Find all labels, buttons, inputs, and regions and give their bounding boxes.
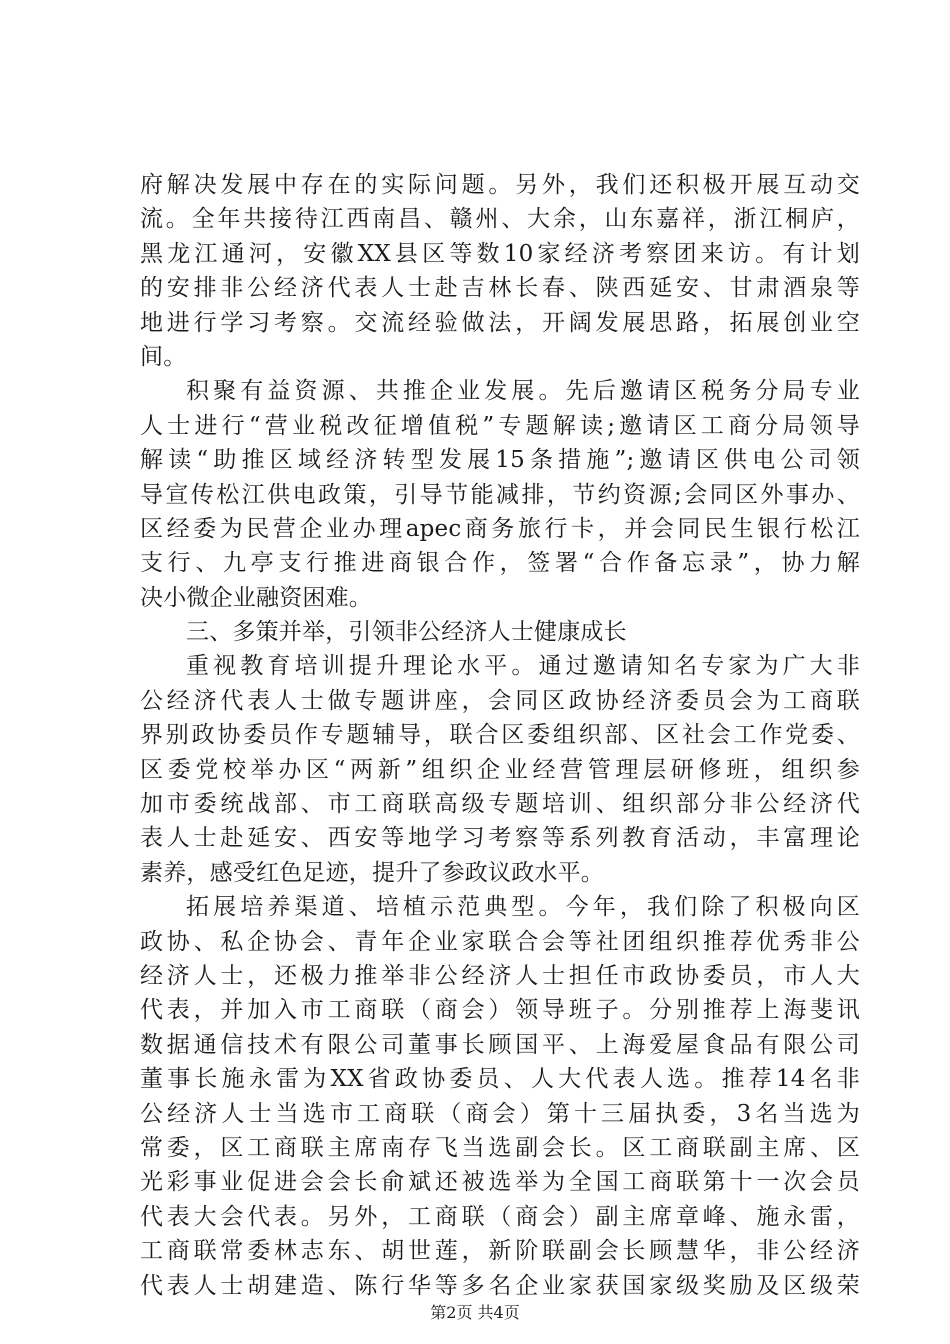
text-line: 公经济代表人士做专题讲座，会同区政协经济委员会为工商联 <box>140 687 860 714</box>
paragraph-1 <box>140 168 860 374</box>
text-line: 府解决发展中存在的实际问题。另外，我们还积极开展互动交 <box>140 172 860 198</box>
text-line: 导宣传松江供电政策，引导节能减排，节约资源;会同区外事办、 <box>140 481 860 508</box>
text-line: 区经委为民营企业办理apec商务旅行卡，并会同民生银行松江 <box>140 515 860 542</box>
text-line: 区委党校举办区“两新”组织企业经营管理层研修班，组织参 <box>140 756 860 783</box>
text-line: 的安排非公经济代表人士赴吉林长春、陕西延安、甘肃酒泉等 <box>140 275 860 302</box>
paragraph-4 <box>140 649 860 890</box>
section-heading: 三、多策并举，引领非公经济人士健康成长 <box>186 619 627 646</box>
text-line: 重视教育培训提升理论水平。通过邀请知名专家为广大非 <box>186 653 860 680</box>
text-line: 公经济人士当选市工商联（商会）第十三届执委，3名当选为 <box>140 1100 860 1127</box>
text-line: 代表人士胡建造、陈行华等多名企业家获国家级奖励及区级荣 <box>140 1272 860 1299</box>
paragraph-2 <box>140 374 860 615</box>
text-line: 人士进行“营业税改征增值税”专题解读;邀请区工商分局领导 <box>140 412 860 439</box>
section-heading-3 <box>140 615 860 649</box>
text-line: 代表大会代表。另外，工商联（商会）副主席章峰、施永雷， <box>140 1203 860 1230</box>
document-body <box>140 168 860 1303</box>
text-line: 素养，感受红色足迹，提升了参政议政水平。 <box>140 859 604 886</box>
page-footer <box>0 1303 950 1323</box>
text-line: 董事长施永雷为XX省政协委员、人大代表人选。推荐14名非 <box>140 1066 860 1093</box>
text-line: 经济人士，还极力推举非公经济人士担任市政协委员，市人大 <box>140 962 860 989</box>
text-line: 常委，区工商联主席南存飞当选副会长。区工商联副主席、区 <box>140 1134 860 1161</box>
text-line: 表人士赴延安、西安等地学习考察等系列教育活动，丰富理论 <box>140 825 860 852</box>
text-line: 积聚有益资源、共推企业发展。先后邀请区税务分局专业 <box>186 378 860 405</box>
text-line: 代表，并加入市工商联（商会）领导班子。分别推荐上海斐讯 <box>140 997 860 1024</box>
text-line: 解读“助推区域经济转型发展15条措施”;邀请区供电公司领 <box>140 447 860 474</box>
text-line: 地进行学习考察。交流经验做法，开阔发展思路，拓展创业空 <box>140 309 860 336</box>
text-line: 黑龙江通河，安徽XX县区等数10家经济考察团来访。有计划 <box>140 240 860 267</box>
text-line: 政协、私企协会、青年企业家联合会等社团组织推荐优秀非公 <box>140 928 860 955</box>
page-number: 第2页 共4页 <box>430 1303 520 1322</box>
text-line: 支行、九亭支行推进商银合作，签署“合作备忘录”，协力解 <box>140 550 860 577</box>
text-line: 数据通信技术有限公司董事长顾国平、上海爱屋食品有限公司 <box>140 1031 860 1058</box>
text-line: 工商联常委林志东、胡世莲，新阶联副会长顾慧华，非公经济 <box>140 1238 860 1265</box>
text-line: 加市委统战部、市工商联高级专题培训、组织部分非公经济代 <box>140 791 860 818</box>
text-line: 光彩事业促进会会长俞斌还被选举为全国工商联第十一次会员 <box>140 1169 860 1196</box>
text-line: 间。 <box>140 343 187 370</box>
paragraph-5 <box>140 890 860 1303</box>
text-line: 界别政协委员作专题辅导，联合区委组织部、区社会工作党委、 <box>140 722 860 749</box>
text-line: 流。全年共接待江西南昌、赣州、大余，山东嘉祥，浙江桐庐， <box>140 206 860 233</box>
text-line: 决小微企业融资困难。 <box>140 584 372 611</box>
text-line: 拓展培养渠道、培植示范典型。今年，我们除了积极向区 <box>186 894 860 921</box>
